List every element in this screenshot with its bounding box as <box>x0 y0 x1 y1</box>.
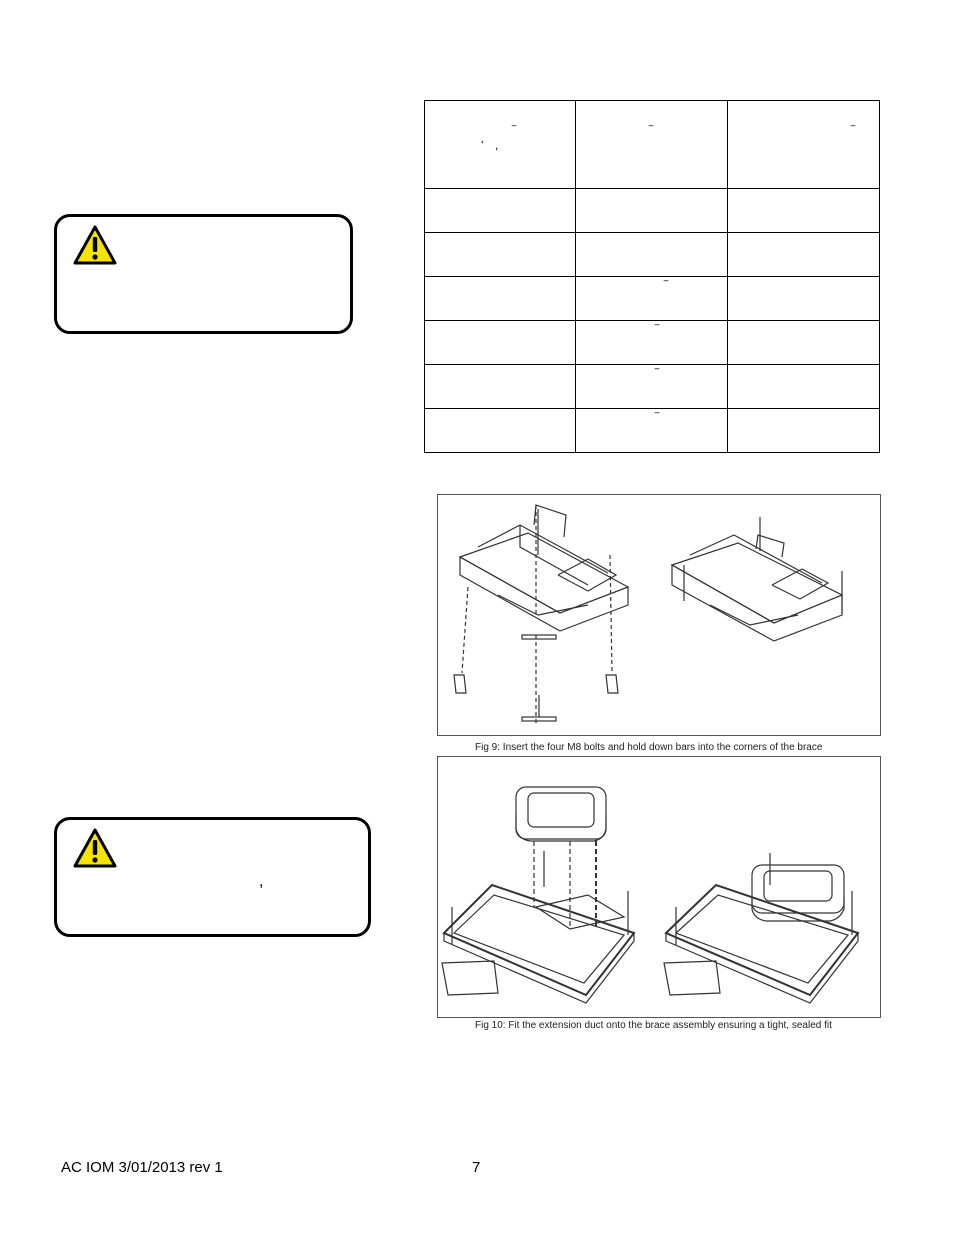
cell-mark: ‾ <box>655 411 659 425</box>
table-row <box>425 189 880 233</box>
table-cell <box>576 409 728 453</box>
table-cell <box>728 321 880 365</box>
page-number: 7 <box>472 1159 481 1176</box>
table-cell <box>576 365 728 409</box>
table-cell <box>576 189 728 233</box>
cell-mark: ‾ <box>655 323 659 337</box>
figure-9 <box>437 494 881 736</box>
header-mark: ‾ <box>512 124 516 138</box>
table-cell <box>728 233 880 277</box>
figure-9-caption: Fig 9: Insert the four M8 bolts and hold down bars into the corners of the brace <box>475 742 823 753</box>
table-cell <box>425 277 576 321</box>
cell-mark: ‾ <box>664 279 668 293</box>
table-cell <box>728 189 880 233</box>
brace-assembly-diagram-icon <box>438 495 880 735</box>
warning-box-1 <box>54 214 353 334</box>
cell-mark: ‾ <box>655 367 659 381</box>
figure-10 <box>437 756 881 1018</box>
table-row <box>425 365 880 409</box>
table-cell <box>576 321 728 365</box>
table-cell <box>425 189 576 233</box>
table-cell <box>728 277 880 321</box>
warning-box-2 <box>54 817 371 937</box>
table-row <box>425 409 880 453</box>
table-cell <box>728 409 880 453</box>
table-cell <box>425 365 576 409</box>
table-header-cell <box>576 101 728 189</box>
table-cell <box>728 365 880 409</box>
table-row <box>425 277 880 321</box>
table-cell <box>425 409 576 453</box>
table-header-cell <box>425 101 576 189</box>
table-row <box>425 233 880 277</box>
header-mark: ‾ <box>851 124 855 138</box>
table-header-cell <box>728 101 880 189</box>
figure-10-caption: Fig 10: Fit the extension duct onto the brace assembly ensuring a tight, sealed fit <box>475 1020 832 1031</box>
warning-triangle-icon <box>73 225 117 265</box>
warning-triangle-icon <box>73 828 117 868</box>
table-header-row <box>425 101 880 189</box>
table-cell <box>576 233 728 277</box>
header-sub-mark: ‘ , <box>481 138 503 152</box>
table-cell <box>425 233 576 277</box>
table-cell <box>425 321 576 365</box>
header-mark: ‾ <box>649 124 653 138</box>
spec-table <box>424 100 880 453</box>
extension-duct-diagram-icon <box>438 757 880 1017</box>
warning-text: , <box>259 873 264 890</box>
table-row <box>425 321 880 365</box>
table-cell <box>576 277 728 321</box>
footer-doc-id: AC IOM 3/01/2013 rev 1 <box>61 1159 223 1176</box>
